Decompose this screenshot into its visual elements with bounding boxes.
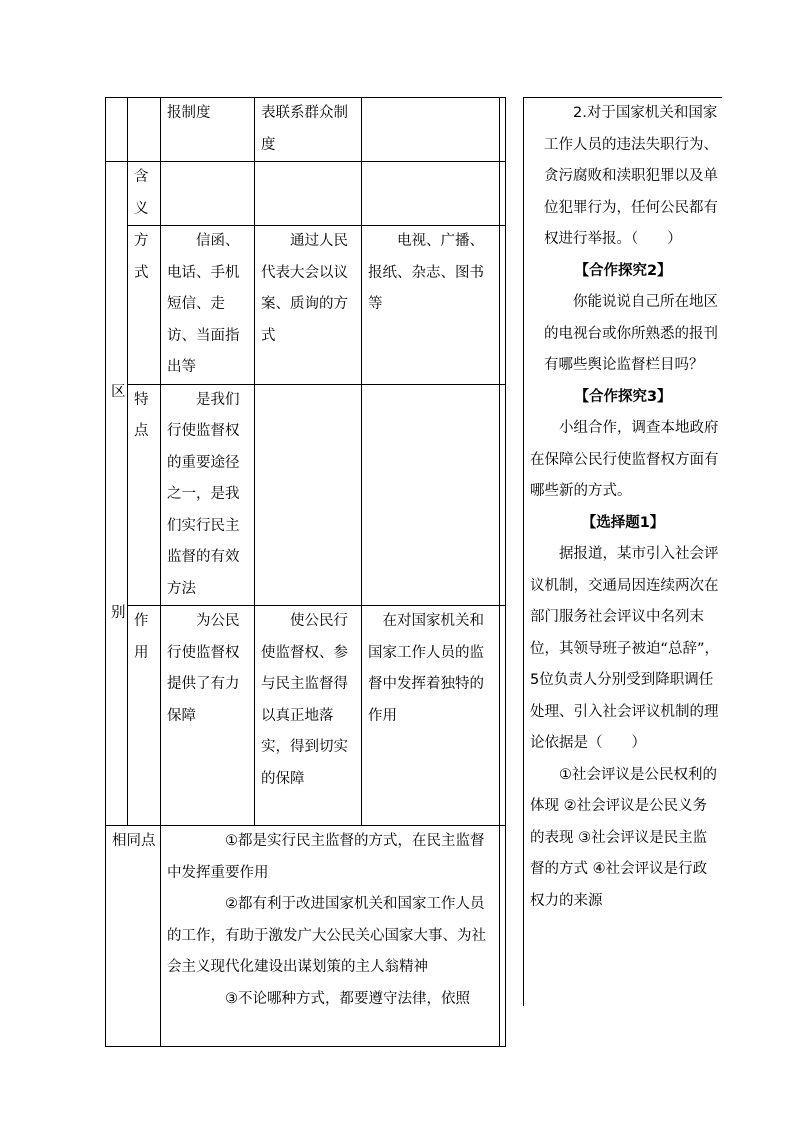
- table-row: [106, 162, 506, 226]
- section-label-cell: [106, 162, 128, 826]
- table-cell: [255, 384, 362, 606]
- table-cell-blank: [500, 226, 506, 385]
- table-cell-blank: [500, 162, 506, 226]
- row-label: 特点: [128, 384, 161, 606]
- table-cell: [161, 162, 255, 226]
- table-cell: 是我们行使监督权的重要途径之一，是我们实行民主监督的有效方法: [161, 384, 255, 606]
- same-label-cell: 相同点: [106, 826, 161, 1047]
- judge-item: 2.对于国家机关和国家工作人员的违法失职行为、贪污腐败和渎职犯罪以及单位犯罪行为，任何公民都有权进行举报。（ ）: [544, 105, 718, 247]
- table-cell: 通过人民代表大会以议案、质询的方式: [255, 226, 362, 385]
- section-label-2: 别: [111, 605, 126, 621]
- table-cell: 电视、广播、报纸、杂志、图书等: [362, 226, 500, 385]
- section-label-1: 区: [111, 384, 126, 400]
- row-label: 作用: [128, 606, 161, 826]
- side-column: [523, 97, 722, 1006]
- header-blank-a: [106, 98, 128, 162]
- table-cell: [255, 162, 362, 226]
- table-cell-blank: [500, 384, 506, 606]
- same-points-row: [106, 826, 506, 1047]
- explore2-title: 【合作探究2】: [574, 262, 672, 279]
- same-points-cell: [161, 826, 500, 1047]
- header-cell-e: [362, 98, 500, 162]
- explore2-text: 你能说说自己所在地区的电视台或你所熟悉的报刊有哪些舆论监督栏目吗？: [544, 294, 718, 373]
- table-cell-blank: [500, 826, 506, 1047]
- table-cell: 信函、电话、手机短信、走访、当面指出等: [161, 226, 255, 385]
- table-row: [106, 226, 506, 385]
- table-row: [106, 606, 506, 826]
- table-cell-blank: [500, 606, 506, 826]
- header-blank-f: [500, 98, 506, 162]
- table-cell: [362, 384, 500, 606]
- table-cell: 在对国家机关和国家工作人员的监督中发挥着独特的作用: [362, 606, 500, 826]
- table-row: [106, 384, 506, 606]
- choice1-text: 据报道，某市引入社会评议机制，交通局因连续两次在部门服务社会评议中名列末位，其领导班子被迫“总辞”，5位负责人分别受到降职调任处理、引入社会评议机制的理论依据是（ ）: [530, 546, 720, 751]
- header-cell-d: 表联系群众制度: [255, 98, 362, 162]
- comparison-table: [105, 97, 506, 1047]
- table-cell: [362, 162, 500, 226]
- choice1-options: ①社会评议是公民权利的体现 ②社会评议是公民义务的表现 ③社会评议是民主监督的方式 ④社会评议是行政权力的来源: [530, 766, 717, 909]
- header-blank-b: [128, 98, 161, 162]
- row-label: 含义: [128, 162, 161, 226]
- row-label: 方式: [128, 226, 161, 385]
- same-point-3: ③不论哪种方式，都要遵守法律，依照: [225, 990, 470, 1007]
- header-cell-c: 报制度: [161, 98, 255, 162]
- same-point-1: ①都是实行民主监督的方式，在民主监督中发挥重要作用: [167, 833, 485, 881]
- table-cell: 使公民行使监督权、参与民主监督得以真正地落实，得到切实的保障: [255, 606, 362, 826]
- table-header-row: [106, 98, 506, 162]
- same-point-2: ②都有利于改进国家机关和国家工作人员的工作，有助于激发广大公民关心国家大事、为社会主义现代化建设出谋划策的主人翁精神: [167, 896, 486, 975]
- table-cell: 为公民行使监督权提供了有力保障: [161, 606, 255, 826]
- choice1-title: 【选择题1】: [581, 514, 665, 531]
- explore3-title: 【合作探究3】: [574, 388, 672, 405]
- explore3-text: 小组合作，调查本地政府在保障公民行使监督权方面有哪些新的方式。: [530, 420, 719, 499]
